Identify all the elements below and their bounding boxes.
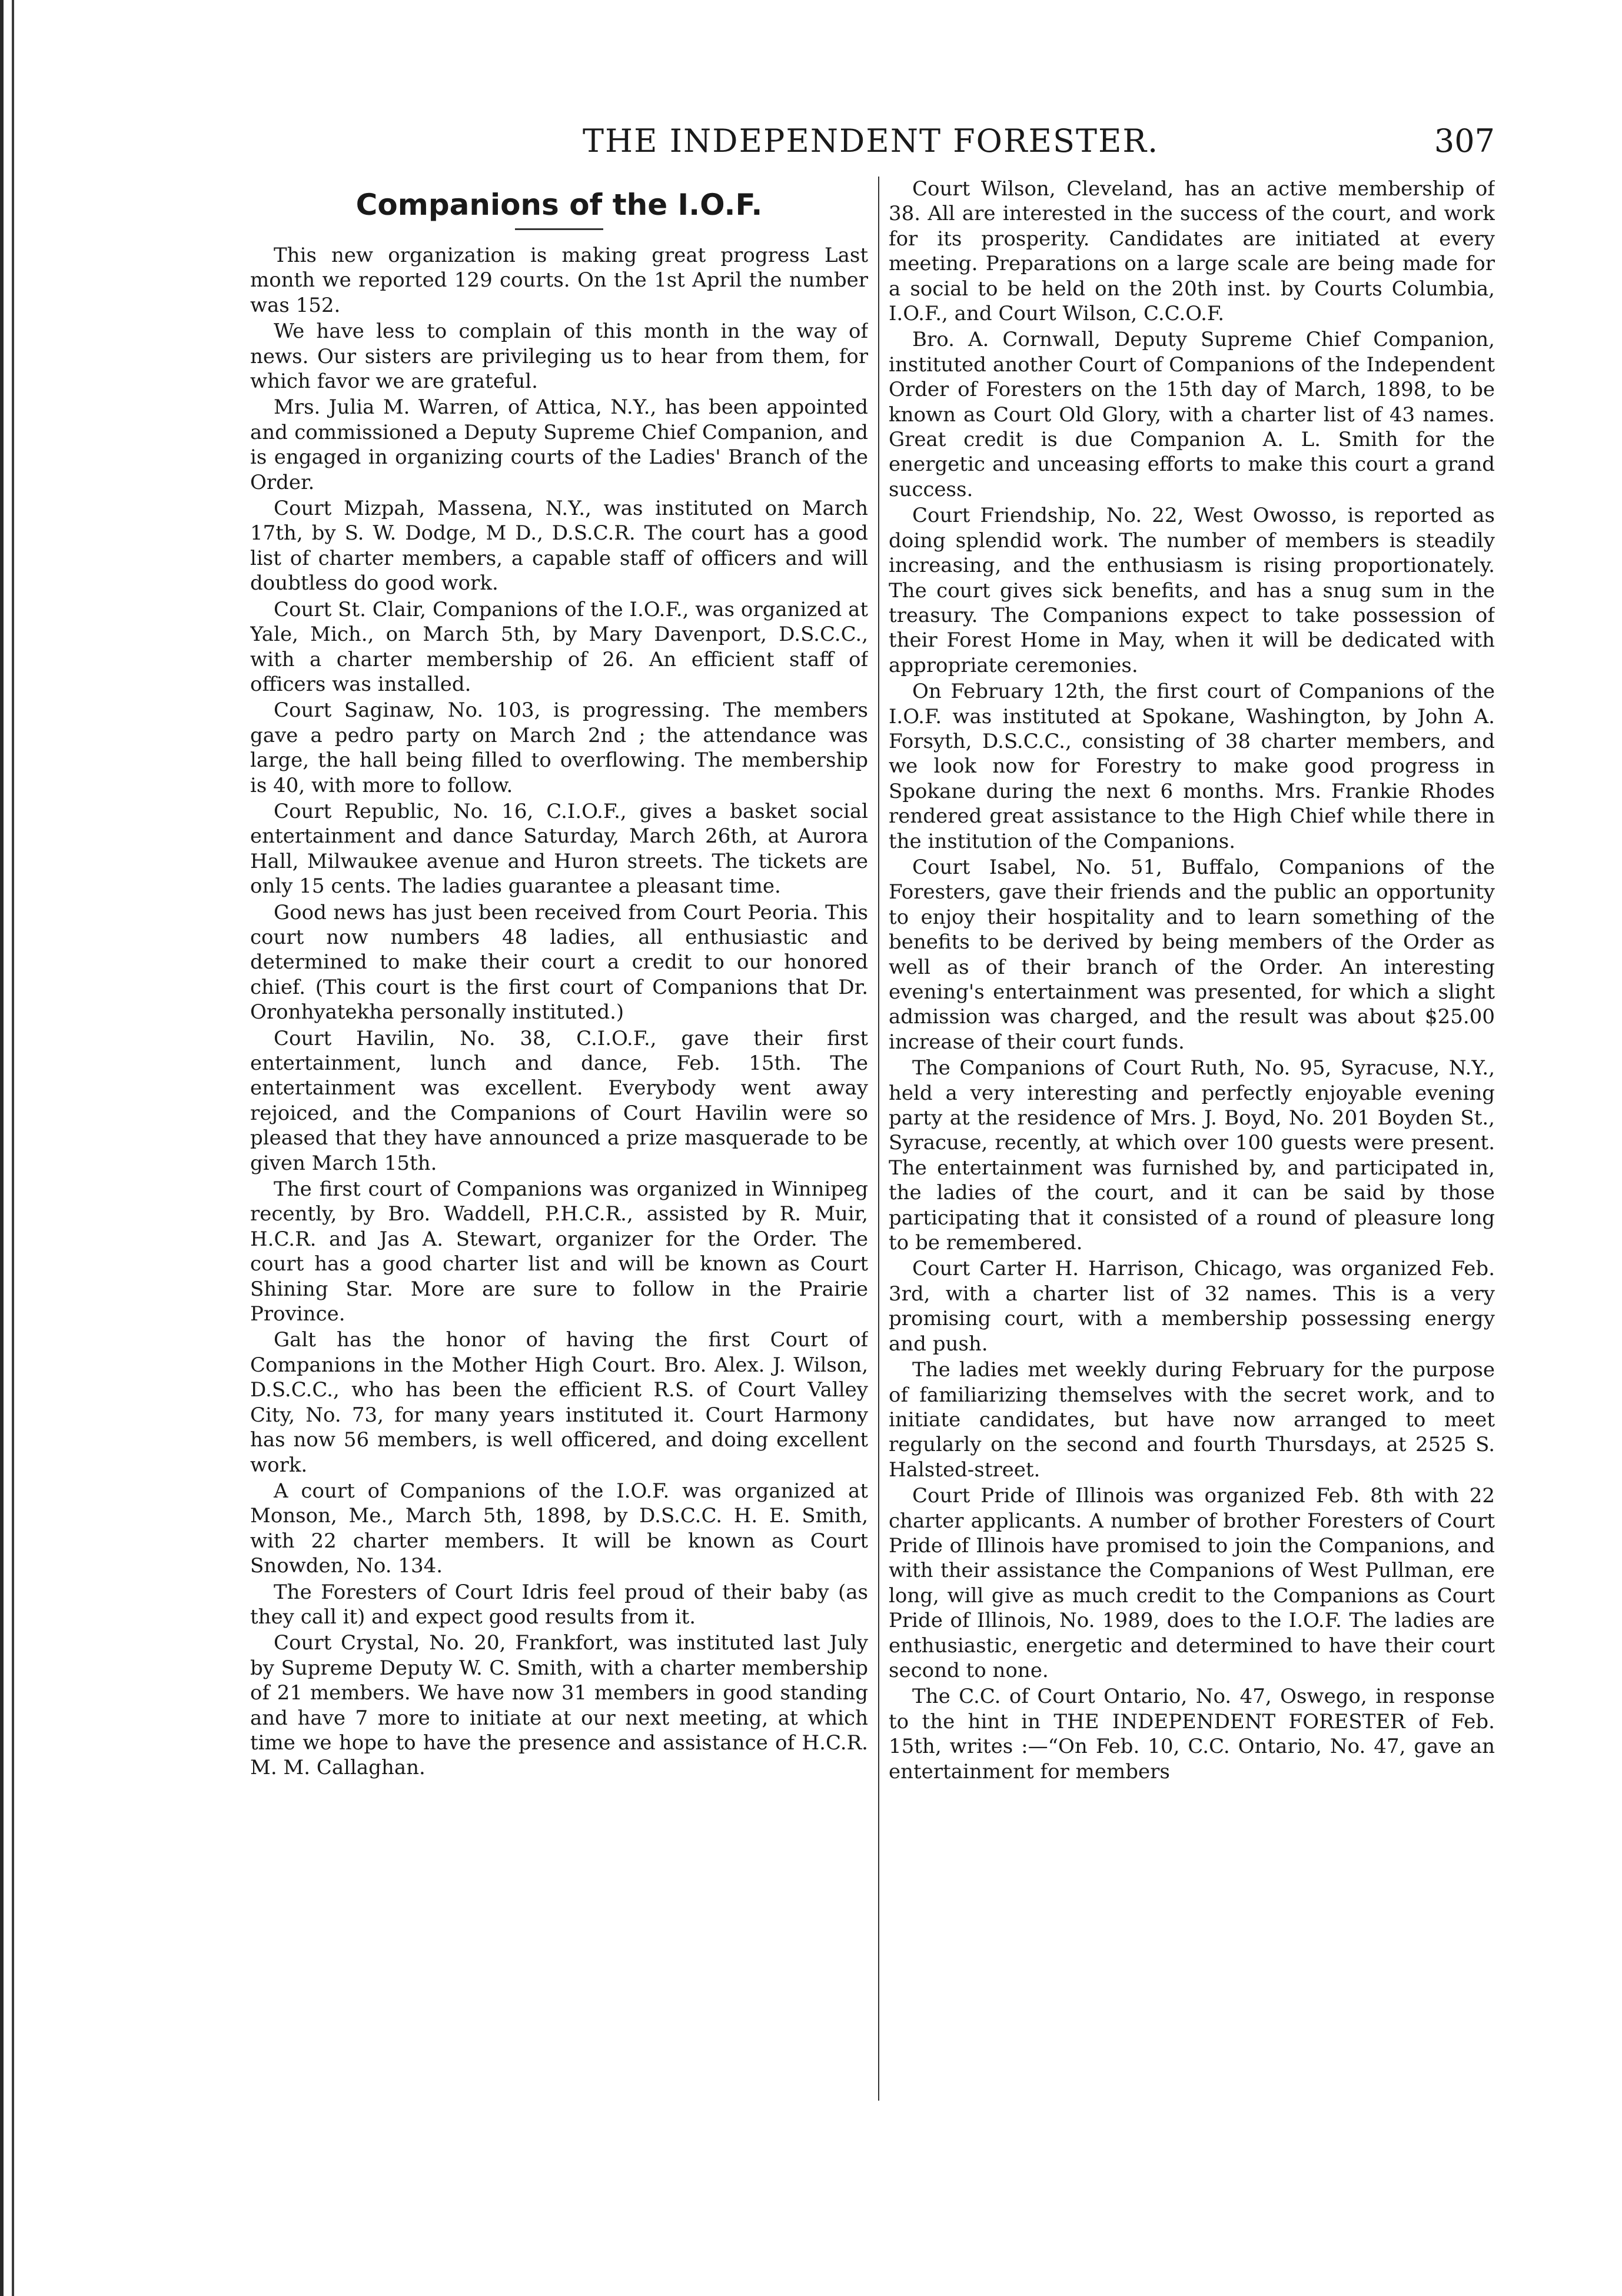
- paragraph: On February 12th, the first court of Companions of the I.O.F. was instituted at Spokane, Washington, by John A. Forsyth, D.S.C.C., consisting of 38 charter members, and we look now for Forestry to make good progress in Spokane during the next 6 months. Mrs. Frankie Rhodes rendered great assistance to the High Chief while there in the institution of the Companions.: [889, 680, 1495, 853]
- right-column: [889, 177, 1495, 2271]
- paragraph: Court St. Clair, Companions of the I.O.F., was organized at Yale, Mich., on March 5th, by Mary Davenport, D.S.C.C., with a charter membership of 26. An efficient staff of officers was installed.: [250, 597, 868, 696]
- left-column: [250, 177, 868, 2271]
- running-head: [59, 122, 1495, 164]
- paragraph: This new organization is making great progress Last month we reported 129 courts. On the 1st April the number was 152.: [250, 244, 868, 317]
- paragraph: Mrs. Julia M. Warren, of Attica, N.Y., has been appointed and commissioned a Deputy Supreme Chief Companion, and is engaged in organizing courts of the Ladies' Branch of the Order.: [250, 395, 868, 494]
- paragraph: Galt has the honor of having the first Court of Companions in the Mother High Court. Bro. Alex. J. Wilson, D.S.C.C., who has been the efficient R.S. of Court Valley City, No. 73, for many years instituted it. Court Harmony has now 56 members, is well officered, and doing excellent work.: [250, 1328, 868, 1477]
- article-title: Companions of the I.O.F.: [355, 188, 763, 222]
- paragraph: The ladies met weekly during February for the purpose of familiarizing themselves with the secret work, and to initiate candidates, but have now arranged to meet regularly on the second and fourth Thursdays, at 2525 S. Halsted-street.: [889, 1358, 1495, 1482]
- paragraph: The C.C. of Court Ontario, No. 47, Oswego, in response to the hint in THE INDEPENDENT FORESTER of Feb. 15th, writes :—“On Feb. 10, C.C. Ontario, No. 47, gave an entertainment for members: [889, 1685, 1495, 1783]
- column-divider: [878, 177, 879, 2101]
- title-rule: [515, 228, 603, 230]
- paragraph: Court Saginaw, No. 103, is progressing. The members gave a pedro party on March 2nd ; the attendance was large, the hall being filled to overflowing. The membership is 40, with more to follow.: [250, 698, 868, 797]
- paragraph: Court Isabel, No. 51, Buffalo, Companions of the Foresters, gave their friends and the public an opportunity to enjoy their hospitality and to learn something of the benefits to be derived by being members of the Order as well as of their branch of the Order. An interesting evening's entertainment was presented, for which a slight admission was charged, and the result was about $25.00 increase of their court funds.: [889, 855, 1495, 1054]
- paragraph: Court Crystal, No. 20, Frankfort, was instituted last July by Supreme Deputy W. C. Smith, with a charter membership of 21 members. We have now 31 members in good standing and have 7 more to initiate at our next meeting, at which time we hope to have the presence and assistance of H.C.R. M. M. Callaghan.: [250, 1631, 868, 1780]
- paragraph: A court of Companions of the I.O.F. was organized at Monson, Me., March 5th, 1898, by D.S.C.C. H. E. Smith, with 22 charter members. It will be known as Court Snowden, No. 134.: [250, 1479, 868, 1578]
- paragraph: Court Wilson, Cleveland, has an active membership of 38. All are interested in the success of the court, and work for its prosperity. Candidates are initiated at every meeting. Preparations on a large scale are being made for a social to be held on the 20th inst. by Courts Columbia, I.O.F., and Court Wilson, C.C.O.F.: [889, 177, 1495, 326]
- paragraph: Good news has just been received from Court Peoria. This court now numbers 48 ladies, all enthusiastic and determined to make their court a credit to our honored chief. (This court is the first court of Companions that Dr. Oronhyatekha personally instituted.): [250, 900, 868, 1024]
- paragraph: The Foresters of Court Idris feel proud of their baby (as they call it) and expect good results from it.: [250, 1580, 868, 1629]
- paragraph: Court Carter H. Harrison, Chicago, was organized Feb. 3rd, with a charter list of 32 names. This is a very promising court, with a membership possessing energy and push.: [889, 1257, 1495, 1356]
- page-number: 307: [1434, 122, 1495, 159]
- paragraph: Court Republic, No. 16, C.I.O.F., gives a basket social entertainment and dance Saturday, March 26th, at Aurora Hall, Milwaukee avenue and Huron streets. The tickets are only 15 cents. The ladies guarantee a pleasant time.: [250, 799, 868, 899]
- paragraph: The Companions of Court Ruth, No. 95, Syracuse, N.Y., held a very interesting and perfectly enjoyable evening party at the residence of Mrs. J. Boyd, No. 201 Boyden St., Syracuse, recently, at which over 100 guests were present. The entertainment was furnished by, and participated in, the ladies of the court, and it can be said by those participating that it consisted of a round of pleasure long to be remembered.: [889, 1056, 1495, 1255]
- paragraph: We have less to complain of this month in the way of news. Our sisters are privileging us to hear from them, for which favor we are grateful.: [250, 320, 868, 394]
- paragraph: The first court of Companions was organized in Winnipeg recently, by Bro. Waddell, P.H.C.R., assisted by R. Muir, H.C.R. and Jas A. Stewart, organizer for the Order. The court has a good charter list and will be known as Court Shining Star. More are sure to follow in the Prairie Province.: [250, 1177, 868, 1326]
- page-binding-edge: [0, 0, 35, 2296]
- paragraph: Court Friendship, No. 22, West Owosso, is reported as doing splendid work. The number of members is steadily increasing, and the enthusiasm is rising proportionately. The court gives sick benefits, and has a snug sum in the treasury. The Companions expect to take possession of their Forest Home in May, when it will be dedicated with appropriate ceremonies.: [889, 504, 1495, 677]
- paragraph: Court Havilin, No. 38, C.I.O.F., gave their first entertainment, lunch and dance, Feb. 15th. The entertainment was excellent. Everybody went away rejoiced, and the Companions of Court Havilin were so pleased that they have announced a prize masquerade to be given March 15th.: [250, 1026, 868, 1175]
- paragraph: Court Mizpah, Massena, N.Y., was instituted on March 17th, by S. W. Dodge, M D., D.S.C.R. The court has a good list of charter members, a capable staff of officers and will doubtless do good work.: [250, 497, 868, 595]
- running-title: THE INDEPENDENT FORESTER.: [583, 122, 1159, 159]
- paragraph: Court Pride of Illinois was organized Feb. 8th with 22 charter applicants. A number of brother Foresters of Court Pride of Illinois have promised to join the Companions, and with their assistance the Companions of West Pullman, ere long, will give as much credit to the Companions as Court Pride of Illinois, No. 1989, does to the I.O.F. The ladies are enthusiastic, energetic and determined to have their court second to none.: [889, 1484, 1495, 1682]
- paragraph: Bro. A. Cornwall, Deputy Supreme Chief Companion, instituted another Court of Companions of the Independent Order of Foresters on the 15th day of March, 1898, to be known as Court Old Glory, with a charter list of 43 names. Great credit is due Companion A. L. Smith for the energetic and unceasing efforts to make this court a grand success.: [889, 328, 1495, 501]
